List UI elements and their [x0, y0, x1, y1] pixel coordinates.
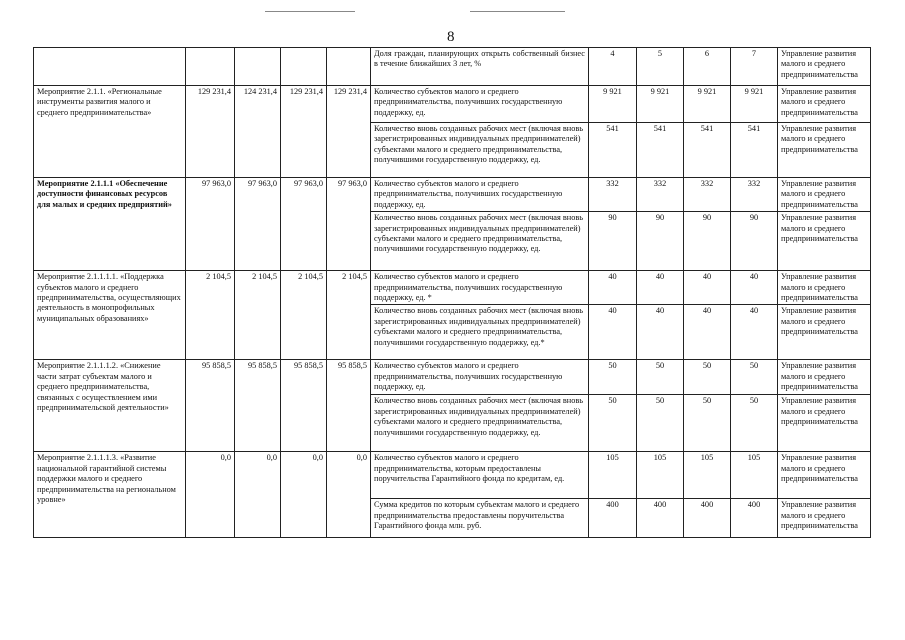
indicator-name-cell: Количество вновь созданных рабочих мест (включая вновь зарегистрированных индивидуальных предпринимателей) субъектами малого и среднего предпринимательства, получившими государственную поддержку, ед.	[371, 123, 589, 178]
scan-top-line	[265, 11, 355, 12]
funding-amount-cell	[186, 48, 235, 86]
indicator-value-cell: 332	[731, 178, 778, 212]
funding-amount-cell: 95 858,5	[235, 360, 281, 452]
funding-amount-cell: 0,0	[186, 452, 235, 538]
indicator-value-cell: 4	[589, 48, 637, 86]
indicator-value-cell: 50	[684, 395, 731, 452]
indicator-name-cell: Сумма кредитов по которым субъектам малого и среднего предпринимательства предоставлены поручительства Гарантийного фонда млн. руб.	[371, 499, 589, 538]
indicator-name-cell: Количество субъектов малого и среднего предпринимательства, получивших государственную поддержку, ед.	[371, 178, 589, 212]
indicator-value-cell: 105	[589, 452, 637, 499]
funding-amount-cell	[235, 48, 281, 86]
funding-amount-cell: 129 231,4	[186, 86, 235, 178]
indicator-value-cell: 40	[684, 305, 731, 360]
responsible-department-cell: Управление развития малого и среднего предпринимательства	[778, 48, 871, 86]
indicator-name-cell: Количество субъектов малого и среднего предпринимательства, получивших государственную поддержку, ед. *	[371, 271, 589, 305]
indicator-value-cell: 9 921	[731, 86, 778, 123]
responsible-department-cell: Управление развития малого и среднего предпринимательства	[778, 178, 871, 212]
indicator-value-cell: 400	[589, 499, 637, 538]
funding-amount-cell	[327, 48, 371, 86]
scan-top-line	[470, 11, 565, 12]
funding-amount-cell: 124 231,4	[235, 86, 281, 178]
indicator-value-cell: 90	[589, 212, 637, 271]
program-events-table	[33, 47, 871, 538]
indicator-value-cell: 332	[637, 178, 684, 212]
table-row	[34, 360, 871, 395]
indicator-value-cell: 105	[637, 452, 684, 499]
funding-amount-cell: 2 104,5	[186, 271, 235, 360]
indicator-value-cell: 40	[684, 271, 731, 305]
funding-amount-cell: 0,0	[235, 452, 281, 538]
event-name-cell: Мероприятие 2.1.1. «Региональные инструменты развития малого и среднего предпринимательства»	[34, 86, 186, 178]
responsible-department-cell: Управление развития малого и среднего предпринимательства	[778, 305, 871, 360]
responsible-department-cell: Управление развития малого и среднего предпринимательства	[778, 212, 871, 271]
funding-amount-cell: 97 963,0	[186, 178, 235, 271]
indicator-value-cell: 40	[731, 271, 778, 305]
indicator-value-cell: 9 921	[589, 86, 637, 123]
table-row	[34, 48, 871, 86]
table-row	[34, 452, 871, 499]
funding-amount-cell: 129 231,4	[281, 86, 327, 178]
event-name-cell: Мероприятие 2.1.1.1.3. «Развитие национальной гарантийной системы поддержки малого и среднего предпринимательства на региональном уровне»	[34, 452, 186, 538]
responsible-department-cell: Управление развития малого и среднего предпринимательства	[778, 452, 871, 499]
indicator-value-cell: 541	[589, 123, 637, 178]
funding-amount-cell: 129 231,4	[327, 86, 371, 178]
indicator-value-cell: 50	[731, 360, 778, 395]
indicator-value-cell: 6	[684, 48, 731, 86]
indicator-value-cell: 50	[589, 360, 637, 395]
event-name-cell: Мероприятие 2.1.1.1 «Обеспечение доступности финансовых ресурсов для малых и средних предприятий»	[34, 178, 186, 271]
funding-amount-cell: 2 104,5	[281, 271, 327, 360]
funding-amount-cell: 0,0	[327, 452, 371, 538]
funding-amount-cell: 95 858,5	[281, 360, 327, 452]
funding-amount-cell: 95 858,5	[186, 360, 235, 452]
indicator-value-cell: 541	[637, 123, 684, 178]
indicator-value-cell: 105	[684, 452, 731, 499]
indicator-value-cell: 105	[731, 452, 778, 499]
indicator-value-cell: 332	[684, 178, 731, 212]
page-number: 8	[447, 29, 455, 45]
funding-amount-cell: 97 963,0	[327, 178, 371, 271]
indicator-value-cell: 50	[684, 360, 731, 395]
table-row	[34, 86, 871, 123]
funding-amount-cell: 97 963,0	[281, 178, 327, 271]
indicator-value-cell: 50	[637, 395, 684, 452]
indicator-name-cell: Количество вновь созданных рабочих мест (включая вновь зарегистрированных индивидуальных предпринимателей) субъектами малого и среднего предпринимательства, получившими государственную поддержку, ед.	[371, 212, 589, 271]
indicator-name-cell: Количество вновь созданных рабочих мест (включая вновь зарегистрированных индивидуальных предпринимателей) субъектами малого и среднего предпринимательства, получившими государственную поддержку, ед.*	[371, 305, 589, 360]
indicator-name-cell: Количество вновь созданных рабочих мест (включая вновь зарегистрированных индивидуальных предпринимателей) субъектами малого и среднего предпринимательства, получившими государственную поддержку, ед.	[371, 395, 589, 452]
funding-amount-cell: 2 104,5	[235, 271, 281, 360]
funding-amount-cell	[281, 48, 327, 86]
indicator-value-cell: 50	[589, 395, 637, 452]
indicator-name-cell: Доля граждан, планирующих открыть собственный бизнес в течение ближайших 3 лет, %	[371, 48, 589, 86]
event-name-cell: Мероприятие 2.1.1.1.1. «Поддержка субъектов малого и среднего предпринимательства, осуществляющих деятельность в монопрофильных муниципальных образованиях»	[34, 271, 186, 360]
indicator-name-cell: Количество субъектов малого и среднего предпринимательства, получивших государственную поддержку, ед.	[371, 86, 589, 123]
funding-amount-cell: 2 104,5	[327, 271, 371, 360]
responsible-department-cell: Управление развития малого и среднего предпринимательства	[778, 123, 871, 178]
responsible-department-cell: Управление развития малого и среднего предпринимательства	[778, 271, 871, 305]
table-row	[34, 271, 871, 305]
indicator-value-cell: 90	[637, 212, 684, 271]
indicator-value-cell: 90	[731, 212, 778, 271]
indicator-value-cell: 9 921	[637, 86, 684, 123]
responsible-department-cell: Управление развития малого и среднего предпринимательства	[778, 499, 871, 538]
event-name-cell: Мероприятие 2.1.1.1.2. «Снижение части затрат субъектам малого и среднего предпринимательства, связанных с осуществлением ими предпринимательской деятельности»	[34, 360, 186, 452]
responsible-department-cell: Управление развития малого и среднего предпринимательства	[778, 360, 871, 395]
indicator-value-cell: 332	[589, 178, 637, 212]
indicator-value-cell: 40	[589, 271, 637, 305]
indicator-value-cell: 40	[589, 305, 637, 360]
indicator-value-cell: 90	[684, 212, 731, 271]
indicator-value-cell: 400	[731, 499, 778, 538]
indicator-value-cell: 40	[637, 271, 684, 305]
indicator-value-cell: 9 921	[684, 86, 731, 123]
indicator-value-cell: 40	[637, 305, 684, 360]
indicator-value-cell: 50	[637, 360, 684, 395]
indicator-value-cell: 5	[637, 48, 684, 86]
responsible-department-cell: Управление развития малого и среднего предпринимательства	[778, 86, 871, 123]
funding-amount-cell: 97 963,0	[235, 178, 281, 271]
indicator-value-cell: 400	[637, 499, 684, 538]
indicator-value-cell: 7	[731, 48, 778, 86]
indicator-value-cell: 541	[731, 123, 778, 178]
indicator-name-cell: Количество субъектов малого и среднего предпринимательства, получивших государственную поддержку, ед.	[371, 360, 589, 395]
indicator-name-cell: Количество субъектов малого и среднего предпринимательства, которым предоставлены поручительства Гарантийного фонда по кредитам, ед.	[371, 452, 589, 499]
indicator-value-cell: 400	[684, 499, 731, 538]
funding-amount-cell: 0,0	[281, 452, 327, 538]
funding-amount-cell: 95 858,5	[327, 360, 371, 452]
table-row	[34, 178, 871, 212]
event-name-cell	[34, 48, 186, 86]
responsible-department-cell: Управление развития малого и среднего предпринимательства	[778, 395, 871, 452]
indicator-value-cell: 40	[731, 305, 778, 360]
indicator-value-cell: 50	[731, 395, 778, 452]
indicator-value-cell: 541	[684, 123, 731, 178]
